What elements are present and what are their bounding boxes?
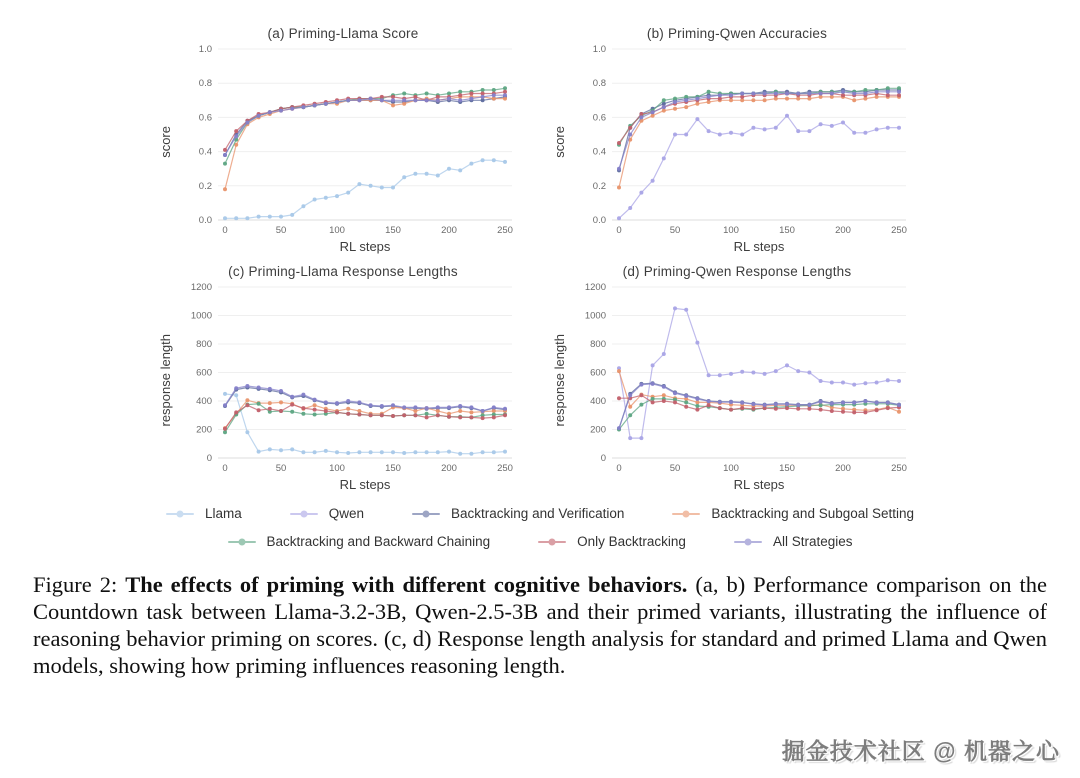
chart-body: [552, 280, 922, 480]
svg-text:50: 50: [669, 463, 681, 474]
chart-a-priming-llama-score: [158, 26, 528, 254]
series-llama: [223, 158, 507, 220]
legend-marker-icon: [228, 541, 256, 543]
series-qwen: [617, 114, 901, 221]
svg-text:200: 200: [590, 424, 606, 436]
x-axis-label: RL steps: [733, 477, 785, 492]
svg-text:200: 200: [835, 463, 851, 474]
legend-marker-icon: [166, 513, 194, 515]
svg-text:0.6: 0.6: [198, 112, 212, 124]
svg-text:1200: 1200: [584, 282, 606, 293]
chart-b-priming-qwen-accuracies: [552, 26, 922, 254]
y-axis-label: response length: [552, 333, 567, 427]
legend-label: Only Backtracking: [577, 534, 686, 549]
figure-legend: [0, 506, 1080, 549]
svg-text:400: 400: [590, 396, 606, 407]
chart-canvas: [174, 42, 522, 242]
legend-item-backtracking-and-subgoal-setting: [672, 506, 914, 521]
legend-marker-icon: [734, 541, 762, 543]
series-backtracking-and-subgoal-setting: [617, 369, 901, 414]
svg-text:200: 200: [441, 463, 457, 474]
svg-text:150: 150: [385, 225, 401, 236]
legend-label: Llama: [204, 506, 242, 521]
caption-rest: (a, b) Performance comparison on the Countdown task between Llama-3.2-3B, Qwen-2.5-3B and their primed variants, illustrating the influence of reasoning behavior priming on scores. (c, d) Response length analysis for standard and primed Llama and Qwen models, showing how priming influences reasoning length.: [33, 572, 1047, 678]
series-all-strategies: [617, 90, 901, 171]
legend-row-2: [0, 534, 1080, 549]
svg-text:250: 250: [891, 225, 907, 236]
chart-canvas: [568, 42, 916, 242]
svg-text:200: 200: [196, 424, 212, 436]
chart-canvas: [174, 280, 522, 480]
series-backtracking-and-subgoal-setting: [223, 398, 507, 430]
svg-text:0.4: 0.4: [198, 146, 212, 158]
legend-label: Backtracking and Backward Chaining: [266, 534, 491, 549]
svg-text:1.0: 1.0: [592, 44, 606, 55]
svg-text:100: 100: [723, 463, 739, 474]
svg-text:100: 100: [329, 463, 345, 474]
chart-c-priming-llama-response-lengths: [158, 264, 528, 492]
svg-text:0.0: 0.0: [198, 215, 212, 226]
watermark: 掘金技术社区 @ 机器之心: [781, 738, 1060, 764]
legend-item-only-backtracking: [538, 534, 686, 549]
x-axis-label: RL steps: [339, 477, 391, 492]
svg-text:50: 50: [275, 463, 287, 474]
legend-marker-icon: [672, 513, 700, 515]
legend-item-backtracking-and-verification: [412, 506, 624, 521]
svg-text:0: 0: [206, 453, 212, 464]
legend-label: Qwen: [328, 506, 365, 521]
legend-item-qwen: [290, 506, 364, 521]
svg-text:250: 250: [891, 463, 907, 474]
legend-label: Backtracking and Verification: [451, 506, 625, 521]
svg-text:0: 0: [222, 463, 228, 474]
svg-text:200: 200: [441, 225, 457, 236]
series-all-strategies: [223, 93, 507, 157]
legend-label: Backtracking and Subgoal Setting: [711, 506, 915, 521]
svg-text:0.2: 0.2: [592, 180, 606, 192]
svg-text:400: 400: [196, 396, 212, 407]
svg-text:50: 50: [275, 225, 287, 236]
series-qwen: [617, 306, 901, 440]
charts-grid: [158, 26, 922, 492]
legend-label: All Strategies: [772, 534, 853, 549]
chart-title: (d) Priming-Qwen Response Lengths: [622, 264, 852, 279]
svg-text:0: 0: [600, 453, 606, 464]
svg-text:800: 800: [590, 339, 606, 350]
svg-text:150: 150: [779, 463, 795, 474]
legend-item-llama: [166, 506, 242, 521]
svg-text:800: 800: [196, 339, 212, 350]
svg-text:1200: 1200: [190, 282, 212, 293]
svg-text:50: 50: [669, 225, 681, 236]
svg-text:600: 600: [196, 367, 212, 379]
svg-text:200: 200: [835, 225, 851, 236]
svg-text:1000: 1000: [190, 310, 212, 322]
chart-d-priming-qwen-response-lengths: [552, 264, 922, 492]
chart-body: [158, 280, 528, 480]
svg-text:0: 0: [616, 463, 622, 474]
caption-prefix: Figure 2:: [33, 572, 126, 597]
svg-text:0.8: 0.8: [592, 78, 606, 90]
chart-body: [158, 42, 528, 242]
svg-text:1.0: 1.0: [198, 44, 212, 55]
chart-title: (a) Priming-Llama Score: [267, 26, 419, 41]
svg-text:100: 100: [329, 225, 345, 236]
y-axis-label: score: [552, 126, 567, 158]
legend-item-backtracking-and-backward-chaining: [228, 534, 491, 549]
figure-caption: [33, 571, 1047, 679]
svg-text:0.0: 0.0: [592, 215, 606, 226]
series-backtracking-and-verification: [223, 95, 507, 157]
x-axis-label: RL steps: [733, 239, 785, 254]
svg-text:1000: 1000: [584, 310, 606, 322]
legend-marker-icon: [538, 541, 566, 543]
svg-text:100: 100: [723, 225, 739, 236]
chart-title: (c) Priming-Llama Response Lengths: [228, 264, 458, 279]
legend-marker-icon: [412, 513, 440, 515]
svg-text:250: 250: [497, 463, 513, 474]
svg-text:600: 600: [590, 367, 606, 379]
legend-row-1: [0, 506, 1080, 521]
chart-canvas: [568, 280, 916, 480]
chart-body: [552, 42, 922, 242]
svg-text:0: 0: [616, 225, 622, 236]
series-backtracking-and-subgoal-setting: [223, 95, 507, 191]
svg-text:0.2: 0.2: [198, 180, 212, 192]
y-axis-label: score: [158, 126, 173, 158]
svg-text:0.8: 0.8: [198, 78, 212, 90]
svg-text:0.6: 0.6: [592, 112, 606, 124]
x-axis-label: RL steps: [339, 239, 391, 254]
svg-text:150: 150: [779, 225, 795, 236]
caption-bold: The effects of priming with different cognitive behaviors.: [125, 572, 688, 597]
svg-text:150: 150: [385, 463, 401, 474]
svg-text:0.4: 0.4: [592, 146, 606, 158]
chart-title: (b) Priming-Qwen Accuracies: [646, 26, 828, 41]
y-axis-label: response length: [158, 333, 173, 427]
svg-text:0: 0: [222, 225, 228, 236]
svg-text:250: 250: [497, 225, 513, 236]
legend-marker-icon: [290, 513, 318, 515]
legend-item-all-strategies: [734, 534, 853, 549]
